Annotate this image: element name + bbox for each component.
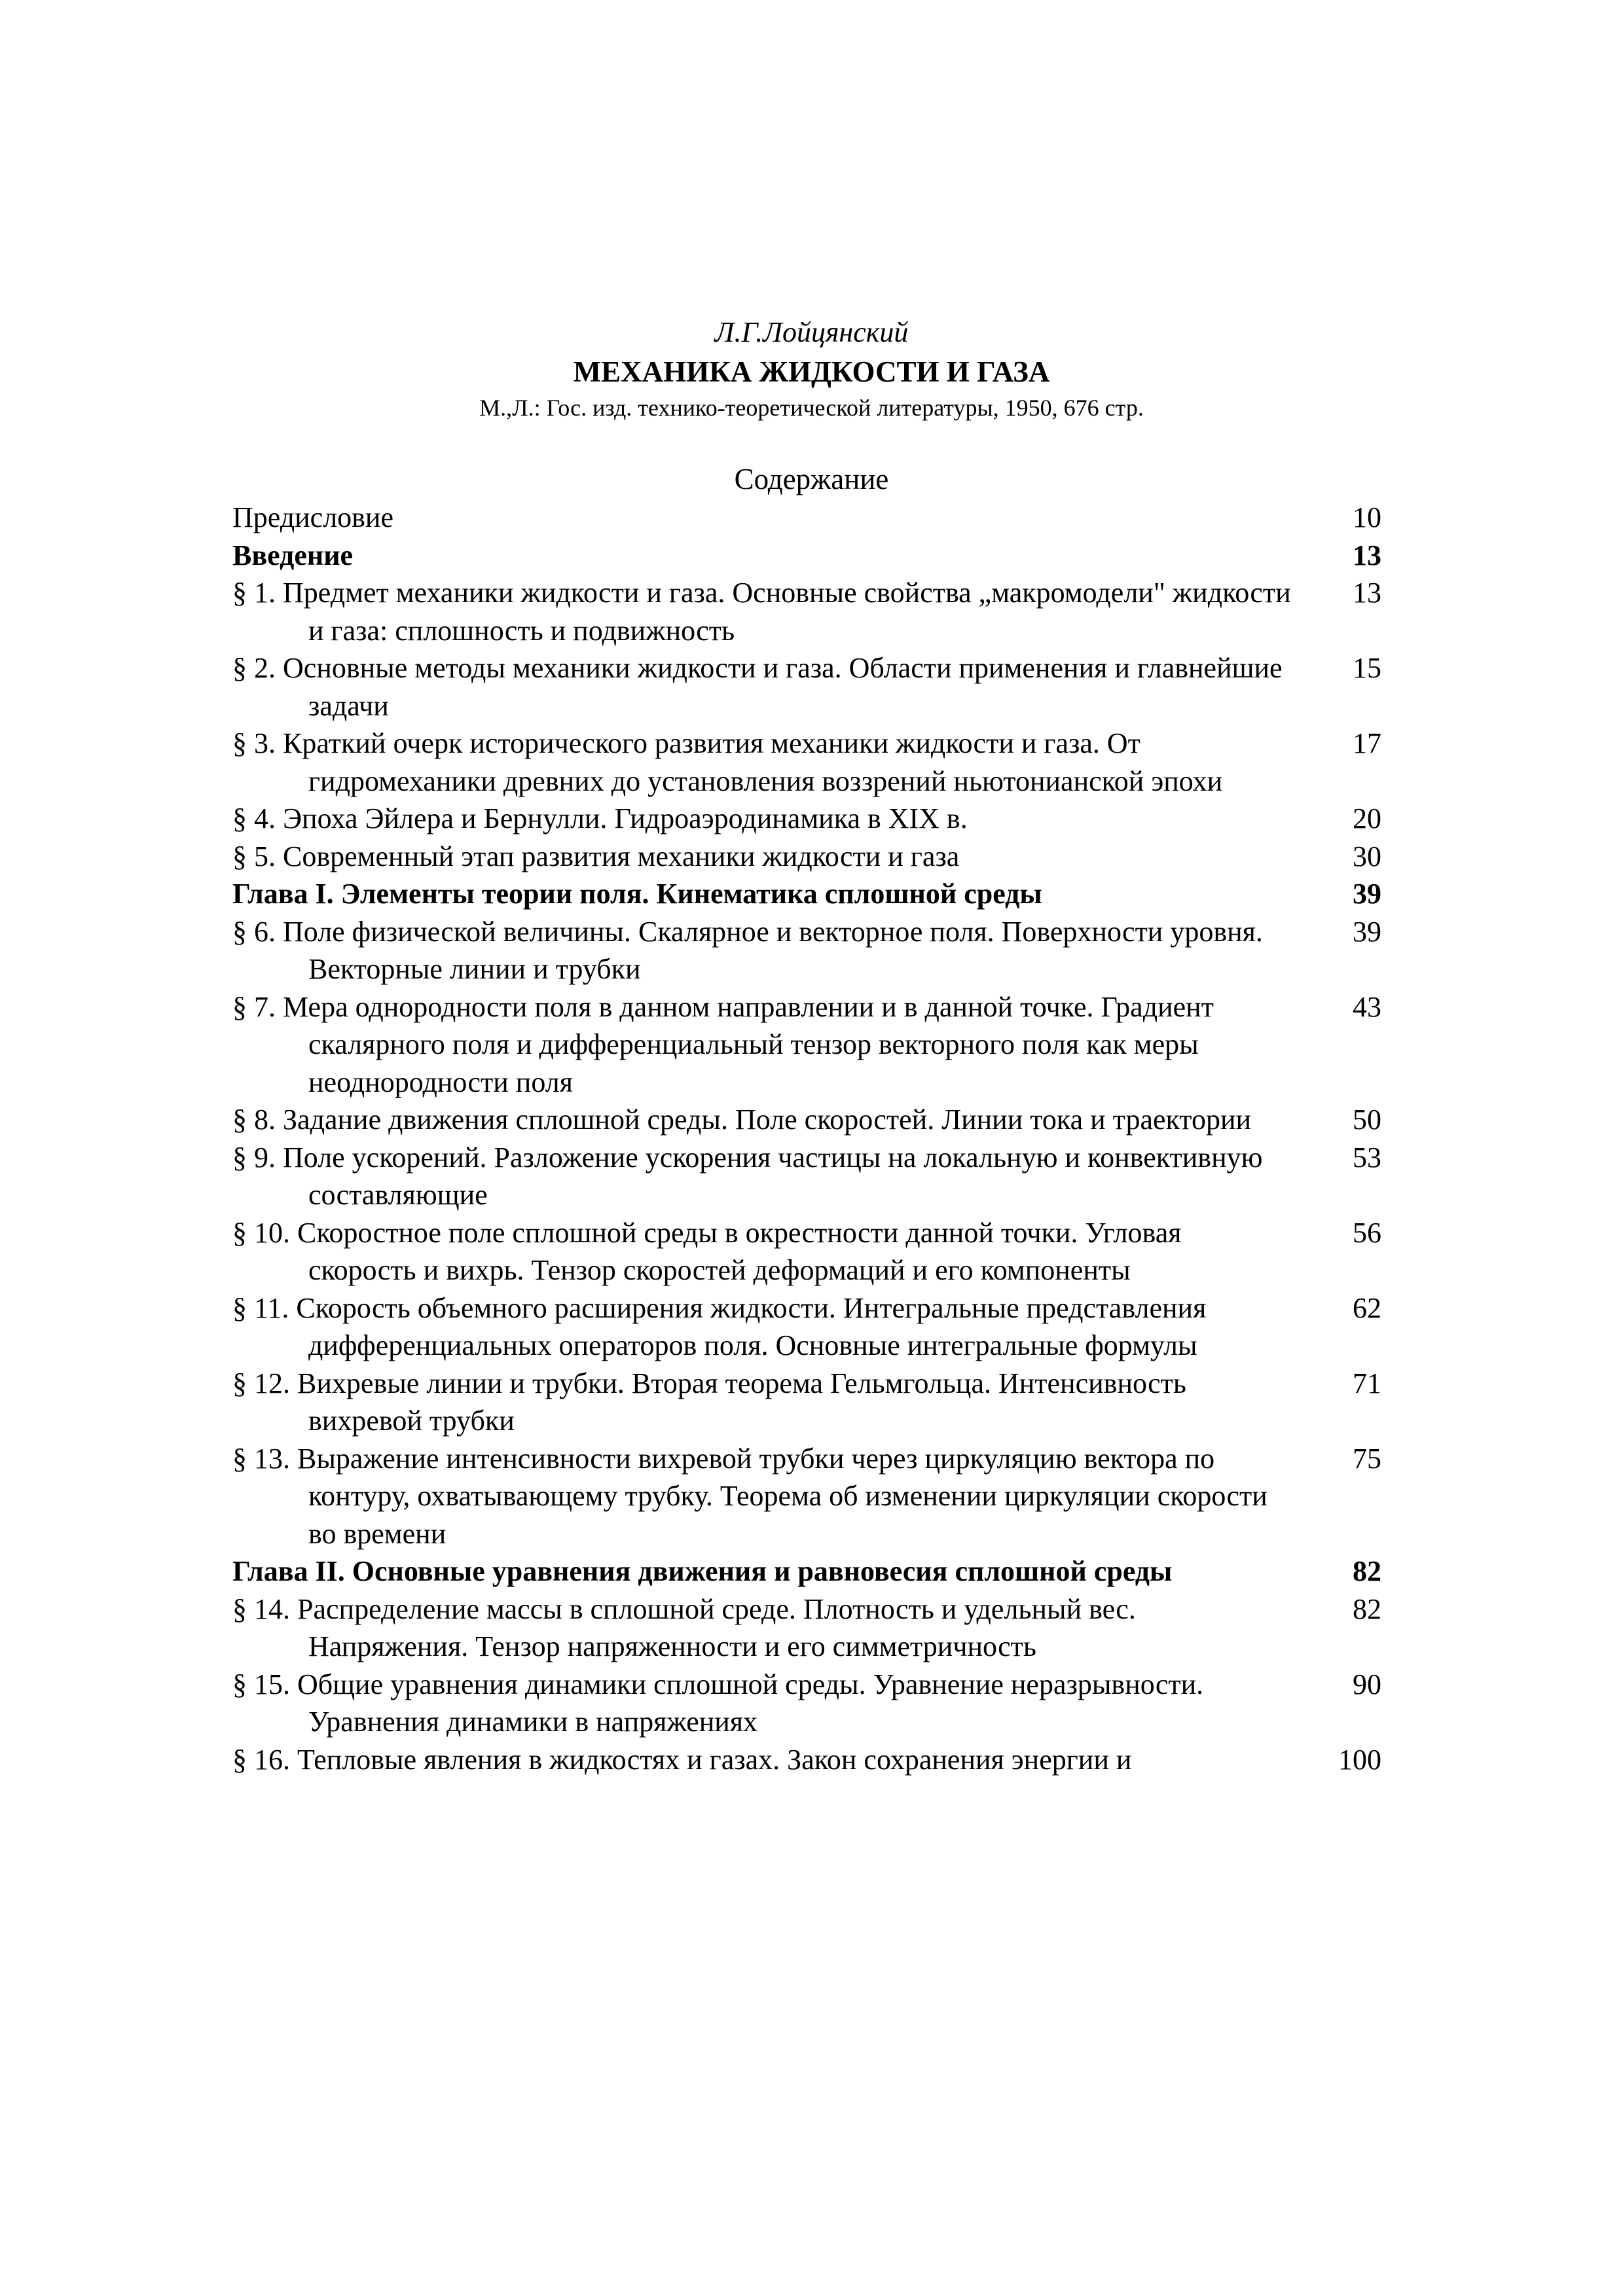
toc-entry-text: § 1. Предмет механики жидкости и газа. Основные свойства „макромодели" жидкости и газа: сплошность и подвижность: [232, 577, 1291, 647]
toc-entry-text: § 8. Задание движения сплошной среды. Поле скоростей. Линии тока и траектории: [232, 1103, 1252, 1136]
toc-entry-page: 39: [1353, 878, 1381, 910]
publication-imprint: М.,Л.: Гос. изд. технико-теоретической литературы, 1950, 676 стр.: [479, 395, 1144, 421]
toc-entry-page: 75: [1353, 1442, 1381, 1475]
toc-entry-text: § 11. Скорость объемного расширения жидкости. Интегральные представления дифференциальных операторов поля. Основные интегральные формулы: [232, 1291, 1207, 1361]
toc-entry-page: 43: [1353, 990, 1381, 1023]
toc-entry: [232, 1552, 1391, 1590]
toc-entry-text: § 13. Выражение интенсивности вихревой трубки через циркуляцию вектора по контуру, охватывающему трубку. Теорема об изменении циркуляции скорости во времени: [232, 1442, 1267, 1550]
toc-entry: [232, 875, 1391, 913]
toc-entry: [232, 1101, 1391, 1139]
toc-entry: [232, 1214, 1391, 1289]
author-name: Л.Г.Лойцянский: [714, 316, 909, 348]
contents-heading: Содержание: [734, 463, 889, 495]
toc-entry-text: § 15. Общие уравнения динамики сплошной среды. Уравнение неразрывности. Уравнения динамики в напряжениях: [232, 1668, 1204, 1738]
toc-entry: [232, 1139, 1391, 1214]
toc-entry-page: 15: [1353, 652, 1381, 684]
toc-entry: [232, 649, 1391, 725]
toc-entry-page: 53: [1353, 1141, 1381, 1174]
toc-entry-page: 90: [1353, 1668, 1381, 1700]
toc-entry-text: § 5. Современный этап развития механики жидкости и газа: [232, 840, 960, 872]
toc-entry-page: 20: [1353, 802, 1381, 834]
toc-entry: [232, 1440, 1391, 1553]
toc-entry-text: § 12. Вихревые линии и трубки. Вторая теорема Гельмгольца. Интенсивность вихревой трубки: [232, 1367, 1186, 1437]
toc-entry-text: § 16. Тепловые явления в жидкостях и газах. Закон сохранения энергии и: [232, 1743, 1132, 1776]
toc-entry: [232, 913, 1391, 988]
toc-entry-text: § 3. Краткий очерк исторического развития механики жидкости и газа. От гидромеханики древних до установления воззрений ньютонианской эпохи: [232, 727, 1223, 797]
book-title: МЕХАНИКА ЖИДКОСТИ И ГАЗА: [573, 355, 1050, 388]
toc-entry: [232, 800, 1391, 838]
toc-entry-text: Глава I. Элементы теории поля. Кинематика сплошной среды: [232, 878, 1042, 910]
toc-entry: [232, 1666, 1391, 1741]
toc-entry-page: 17: [1353, 727, 1381, 759]
toc-entry-text: § 9. Поле ускорений. Разложение ускорения частицы на локальную и конвективную составляющие: [232, 1141, 1263, 1211]
toc-entry-text: § 7. Мера однородности поля в данном направлении и в данной точке. Градиент скалярного поля и дифференциальный тензор векторного поля как меры неоднородности поля: [232, 990, 1214, 1098]
toc-entry-page: 13: [1353, 539, 1381, 571]
toc-entry: [232, 1289, 1391, 1365]
toc-entry-page: 56: [1353, 1216, 1381, 1249]
toc-entry: [232, 1741, 1391, 1779]
toc-entry-text: § 2. Основные методы механики жидкости и газа. Области применения и главнейшие задачи: [232, 652, 1283, 722]
toc-entry-text: Глава II. Основные уравнения движения и равновесия сплошной среды: [232, 1555, 1173, 1587]
toc-entry-page: 30: [1353, 840, 1381, 872]
toc-entry-text: § 6. Поле физической величины. Скалярное и векторное поля. Поверхности уровня. Векторные линии и трубки: [232, 915, 1263, 985]
toc-entry-text: § 4. Эпоха Эйлера и Бернулли. Гидроаэродинамика в XIX в.: [232, 802, 968, 834]
toc-entry: [232, 1590, 1391, 1666]
toc-entry-page: 50: [1353, 1103, 1381, 1136]
toc-entry-page: 82: [1353, 1555, 1381, 1587]
toc-entry: [232, 537, 1391, 575]
toc-entry-page: 100: [1338, 1743, 1381, 1776]
toc-entry-page: 13: [1353, 577, 1381, 609]
table-of-contents: [232, 499, 1391, 1778]
toc-entry-page: 82: [1353, 1592, 1381, 1625]
toc-entry-text: § 10. Скоростное поле сплошной среды в окрестности данной точки. Угловая скорость и вихрь. Тензор скоростей деформаций и его компоненты: [232, 1216, 1182, 1286]
toc-entry: [232, 499, 1391, 537]
toc-entry-page: 39: [1353, 915, 1381, 948]
toc-entry: [232, 1365, 1391, 1440]
toc-entry-text: Введение: [232, 539, 354, 571]
toc-entry: [232, 838, 1391, 876]
toc-entry-text: § 14. Распределение массы в сплошной среде. Плотность и удельный вес. Напряжения. Тензор напряженности и его симметричность: [232, 1592, 1136, 1662]
toc-entry-text: Предисловие: [232, 501, 393, 533]
toc-entry: [232, 725, 1391, 800]
toc-entry-page: 71: [1353, 1367, 1381, 1399]
toc-entry: [232, 988, 1391, 1102]
toc-entry-page: 10: [1353, 501, 1381, 533]
toc-entry-page: 62: [1353, 1291, 1381, 1324]
toc-entry: [232, 574, 1391, 649]
